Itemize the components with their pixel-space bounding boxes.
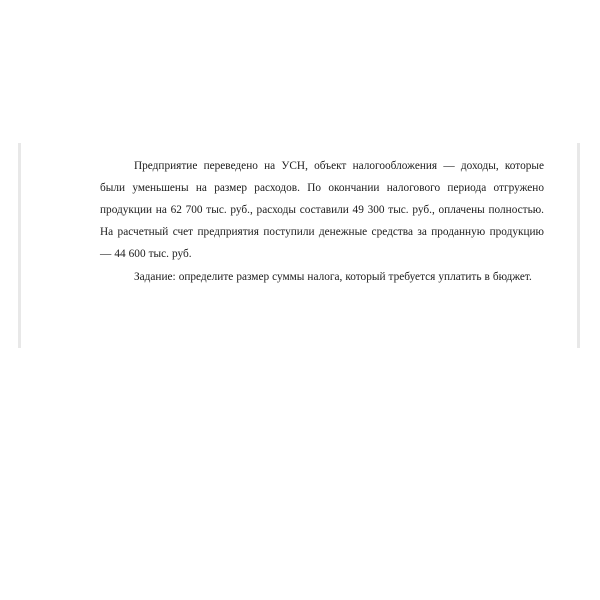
paragraph-assignment: Задание: определите размер суммы налога, который требуется уплатить в бюджет. [134, 271, 532, 284]
left-margin-rule [18, 143, 21, 348]
right-margin-rule [577, 143, 580, 348]
paragraph-task-description: Предприятие переведено на УСН, объект налогообложения — доходы, которые были уменьшены на размер расходов. По окончании налогового периода отгружено продукции на 62 700 тыс. руб., расходы составили 49 300 тыс. руб., оплачены полностью. На расчетный счет предприятия поступили денежные средства за проданную продукцию — 44 600 тыс. руб. [100, 160, 544, 261]
document-text-block [100, 155, 544, 288]
